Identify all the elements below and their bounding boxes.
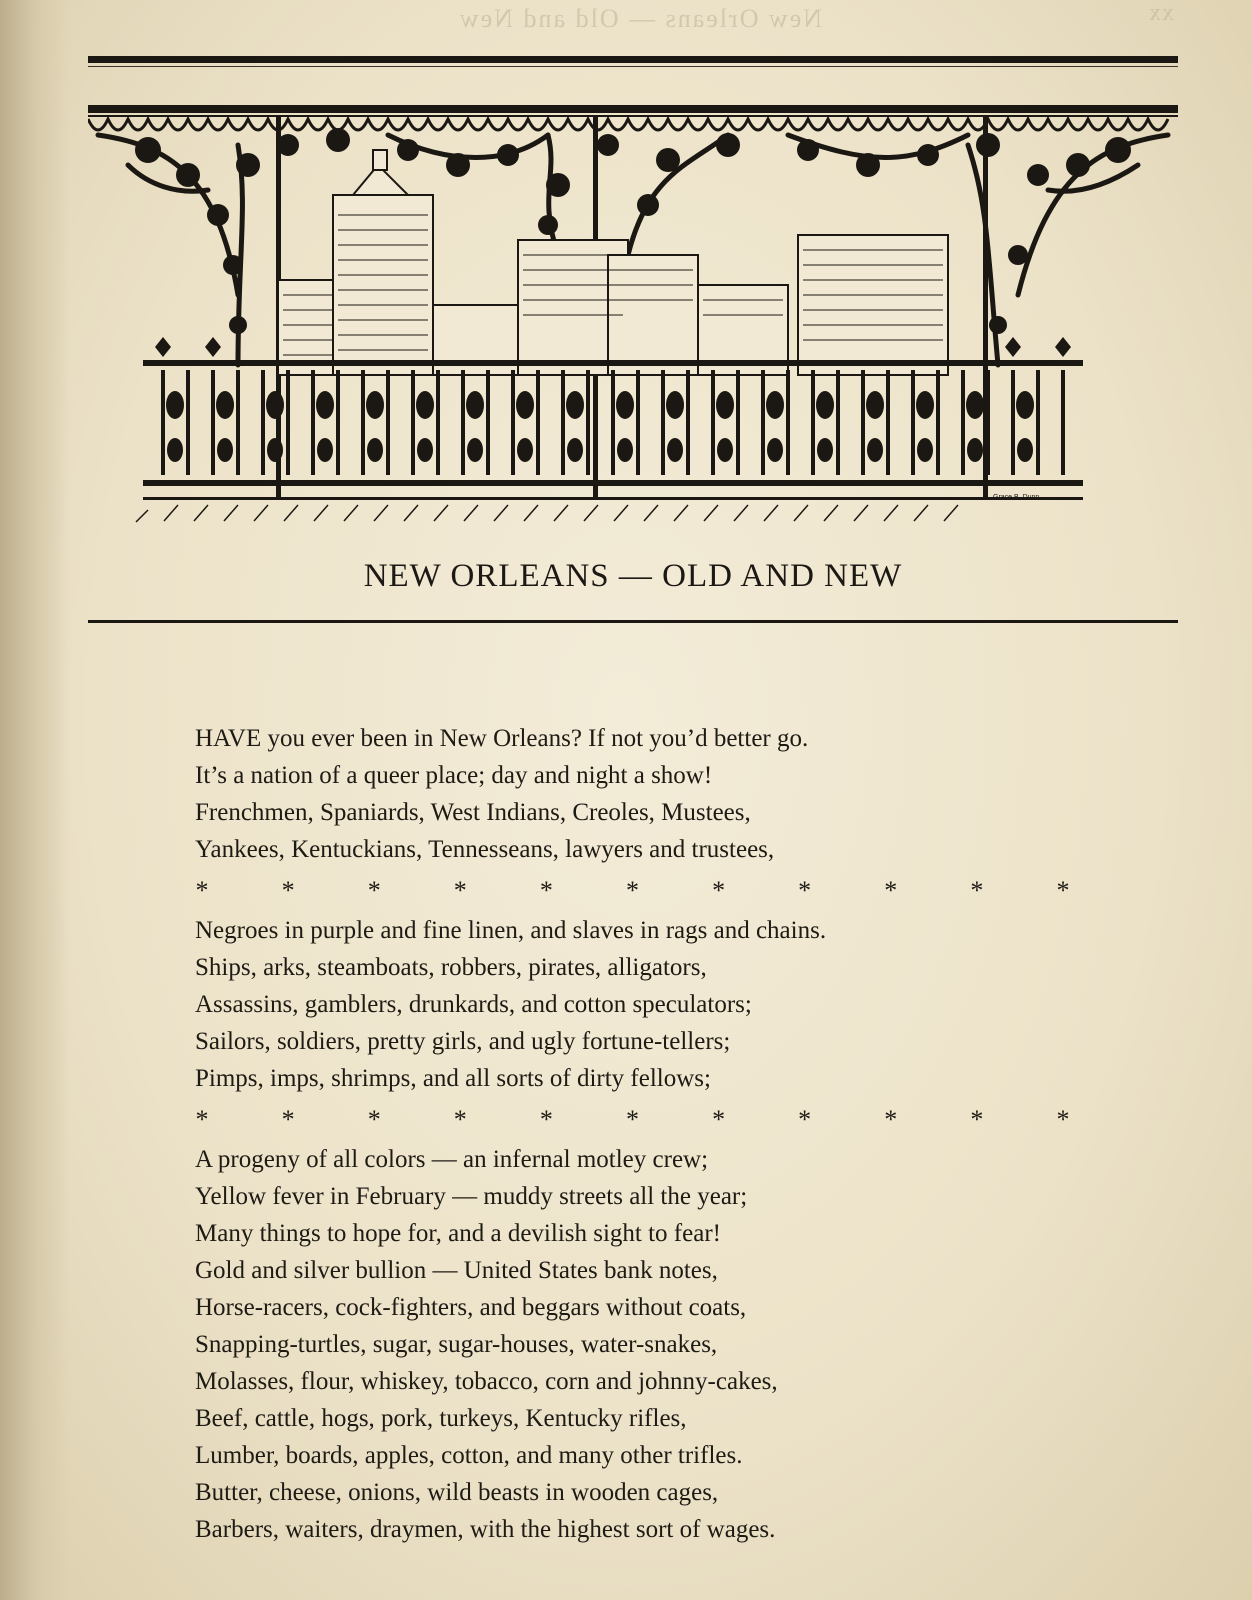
- poem-line: Yankees, Kentuckians, Tennesseans, lawyers and trustees,: [195, 836, 775, 863]
- asterisk: *: [798, 1105, 812, 1134]
- poem-line: Sailors, soldiers, pretty girls, and ugly fortune-tellers;: [195, 1028, 731, 1055]
- asterisk: *: [970, 876, 984, 905]
- chapter-title: NEW ORLEANS — OLD AND NEW: [363, 558, 903, 594]
- poem-line: Snapping-turtles, sugar, sugar-houses, water-snakes,: [195, 1331, 718, 1358]
- asterisk: *: [798, 876, 812, 905]
- asterisk-separator: [195, 1097, 1070, 1141]
- poem-line: Negroes in purple and fine linen, and slaves in rags and chains.: [195, 917, 827, 944]
- poem: [195, 720, 1095, 1548]
- artist-signature: Grace B. Dunn: [993, 494, 1040, 501]
- poem-line: A progeny of all colors — an infernal motley crew;: [195, 1146, 709, 1173]
- asterisk: *: [539, 876, 553, 905]
- poem-line: Frenchmen, Spaniards, West Indians, Creoles, Mustees,: [195, 799, 751, 826]
- poem-line: Horse-racers, cock-fighters, and beggars without coats,: [195, 1294, 747, 1321]
- asterisk: *: [625, 876, 639, 905]
- poem-line: Lumber, boards, apples, cotton, and many other trifles.: [195, 1442, 743, 1469]
- asterisk-separator: [195, 868, 1070, 912]
- poem-line: Gold and silver bullion — United States bank notes,: [195, 1257, 718, 1284]
- asterisk: *: [712, 1105, 726, 1134]
- asterisk: *: [970, 1105, 984, 1134]
- poem-line: Butter, cheese, onions, wild beasts in wooden cages,: [195, 1479, 719, 1506]
- asterisk: *: [367, 876, 381, 905]
- poem-line: Beef, cattle, hogs, pork, turkeys, Kentucky rifles,: [195, 1405, 687, 1432]
- asterisk: *: [195, 1105, 209, 1134]
- asterisk: *: [281, 876, 295, 905]
- asterisk: *: [281, 1105, 295, 1134]
- poem-line: Many things to hope for, and a devilish sight to fear!: [195, 1220, 721, 1247]
- top-rule-thin: [88, 66, 1178, 67]
- asterisk: *: [1056, 876, 1070, 905]
- page-gutter-shadow: [0, 0, 70, 1600]
- asterisk: *: [539, 1105, 553, 1134]
- show-through-running-head: New Orleans — Old and New: [457, 4, 823, 33]
- asterisk: *: [453, 876, 467, 905]
- poem-line: Ships, arks, steamboats, robbers, pirates, alligators,: [195, 954, 707, 981]
- poem-line: Assassins, gamblers, drunkards, and cotton speculators;: [195, 991, 752, 1018]
- poem-line: Yellow fever in February — muddy streets all the year;: [195, 1183, 748, 1210]
- poem-line: It’s a nation of a queer place; day and night a show!: [195, 762, 713, 789]
- poem-line: Pimps, imps, shrimps, and all sorts of dirty fellows;: [195, 1065, 711, 1092]
- asterisk: *: [884, 1105, 898, 1134]
- poem-line: HAVE you ever been in New Orleans? If not you’d better go.: [195, 725, 809, 752]
- asterisk: *: [712, 876, 726, 905]
- poem-line: Molasses, flour, whiskey, tobacco, corn and johnny-cakes,: [195, 1368, 778, 1395]
- show-through-page-number: xx: [1148, 0, 1174, 26]
- asterisk: *: [884, 876, 898, 905]
- balcony-skyline-illustration: [88, 105, 1178, 525]
- title-rule: [88, 620, 1178, 623]
- asterisk: *: [367, 1105, 381, 1134]
- asterisk: *: [625, 1105, 639, 1134]
- top-rule: [88, 56, 1178, 63]
- poem-line: Barbers, waiters, draymen, with the highest sort of wages.: [195, 1516, 776, 1543]
- asterisk: *: [1056, 1105, 1070, 1134]
- asterisk: *: [453, 1105, 467, 1134]
- asterisk: *: [195, 876, 209, 905]
